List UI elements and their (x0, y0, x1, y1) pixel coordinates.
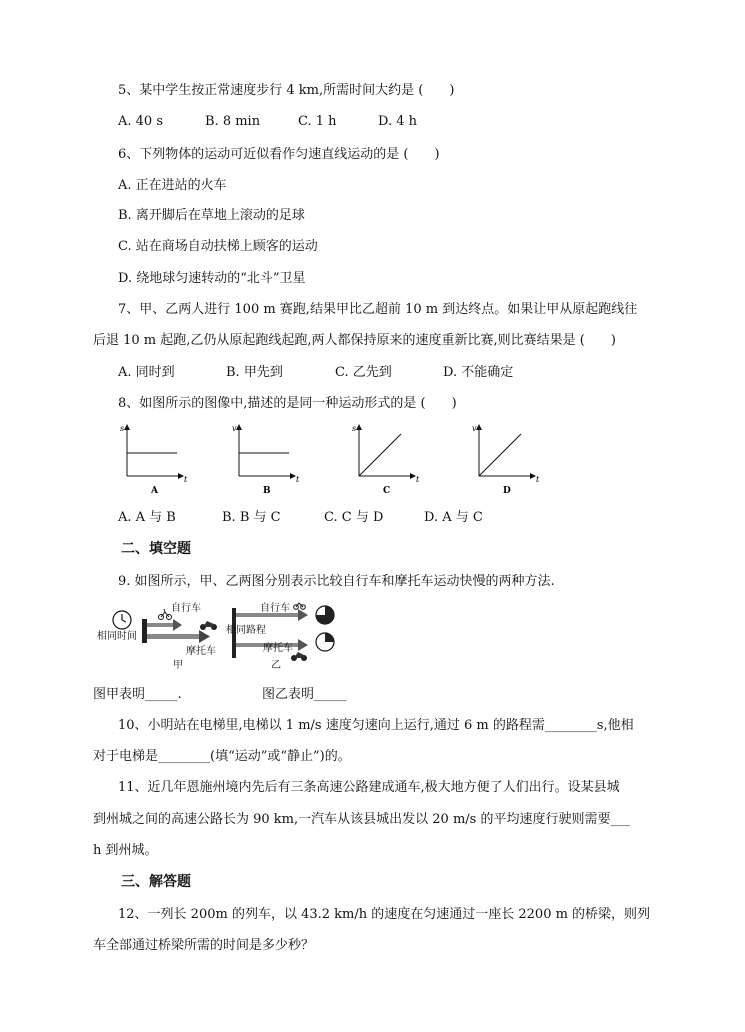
clock-icon (113, 611, 131, 629)
q9-yi-top-label: 自行车 (260, 603, 290, 614)
q9-jia-side-label: 相同时间 (97, 631, 137, 642)
q8-graph-yaxis-label: v (232, 424, 237, 433)
q8-graph-line (479, 434, 521, 476)
q8-graph-label: A (151, 486, 158, 496)
q9-stem: 9. 如图所示，甲、乙两图分别表示比较自行车和摩托车运动快慢的两种方法. (118, 574, 555, 589)
q9-jia-bottom-label: 摩托车 (186, 646, 216, 657)
q7-option-b: B. 甲先到 (226, 365, 283, 380)
q8-graph-c (352, 424, 420, 496)
motorcycle-icon (291, 652, 307, 661)
q5-option-c: C. 1 h (298, 114, 337, 129)
q11-line-3: h 到州城。 (93, 843, 158, 858)
q5-option-d: D. 4 h (378, 114, 417, 129)
q10-line-2: 对于电梯是________(填“运动”或“静止”)的。 (93, 749, 351, 764)
motorcycle-arrow (147, 630, 210, 643)
q8-graph-b (232, 424, 300, 496)
motorcycle-icon (200, 621, 217, 630)
q9-jia-top-label: 自行车 (171, 603, 201, 614)
q10-line-1: 10、小明站在电梯里,电梯以 1 m/s 速度匀速向上运行,通过 6 m 的路程需________s,他相 (118, 718, 634, 733)
q12-line-1: 12、一列长 200m 的列车，以 43.2 km/h 的速度在匀速通过一座长 2200 m 的桥梁，则列 (118, 907, 651, 922)
q12-line-2: 车全部通过桥梁所需的时间是多少秒？ (93, 938, 315, 953)
q5-option-a: A. 40 s (118, 114, 163, 129)
q9-jia-caption: 甲 (173, 660, 183, 671)
bicycle-icon (294, 603, 306, 609)
bicycle-icon (159, 609, 172, 620)
q7-option-c: C. 乙先到 (335, 365, 392, 380)
q8-graph-yaxis-label: s (120, 424, 125, 433)
q8-graph-xaxis-label: t (536, 475, 540, 484)
clock-icon (316, 606, 334, 624)
q5-option-b: B. 8 min (205, 114, 261, 129)
q6-stem: 6、下列物体的运动可近似看作匀速直线运动的是 ( ) (118, 147, 440, 162)
q7-option-d: D. 不能确定 (443, 365, 514, 380)
q8-graph-xaxis-label: t (296, 475, 300, 484)
q8-graph-label: C (383, 486, 391, 496)
q8-stem: 8、如图所示的图像中,描述的是同一种运动形式的是 ( ) (118, 396, 457, 411)
section-2-heading: 二、填空题 (121, 541, 191, 557)
section-3-heading: 三、解答题 (121, 874, 191, 890)
q7-option-a: A. 同时到 (118, 365, 175, 380)
q8-graph-xaxis-label: t (184, 475, 188, 484)
q7-line-1: 7、甲、乙两人进行 100 m 赛跑,结果甲比乙超前 10 m 到达终点。如果让甲从原起跑线往 (118, 302, 638, 317)
q8-graph-yaxis-label: v (472, 424, 477, 433)
q9-yi-caption: 乙 (271, 660, 281, 671)
q8-option-c: C. C 与 D (324, 510, 384, 525)
q7-line-2: 后退 10 m 起跑,乙仍从原起跑线起跑,两人都保持原来的速度重新比赛,则比赛结果是 ( ) (93, 333, 616, 348)
q8-option-d: D. A 与 C (424, 510, 483, 525)
q8-graph-d (472, 424, 540, 496)
q8-graph-a (120, 424, 188, 496)
q8-graph-label: D (503, 486, 511, 496)
q8-graph-yaxis-label: s (352, 424, 357, 433)
q11-line-1: 11、近几年恩施州境内先后有三条高速公路建成通车,极大地方便了人们出行。设某县城 (118, 780, 620, 795)
q8-option-a: A. A 与 B (118, 510, 176, 525)
q6-option-c: C. 站在商场自动扶梯上顾客的运动 (118, 239, 318, 254)
q11-line-2: 到州城之间的高速公路长为 90 km,一汽车从该县城出发以 20 m/s 的平均速度行驶则需要___ (93, 812, 630, 827)
q9-yi-bottom-label: 摩托车 (263, 643, 293, 654)
q8-graph-line (359, 434, 401, 476)
q9-answer-b: 图乙表明_____ (262, 687, 347, 702)
clock-icon (316, 633, 334, 651)
q8-graphs-figure (115, 420, 545, 500)
q8-graph-label: B (263, 486, 271, 496)
bicycle-arrow (147, 619, 182, 631)
q6-option-d: D. 绕地球匀速转动的“北斗”卫星 (118, 271, 306, 286)
q6-option-a: A. 正在进站的火车 (118, 178, 227, 193)
q9-yi-side-label: 相同路程 (226, 625, 266, 636)
q8-option-b: B. B 与 C (222, 510, 281, 525)
q6-option-b: B. 离开脚后在草地上滚动的足球 (118, 208, 305, 223)
q9-answer-a: 图甲表明_____. (93, 687, 182, 702)
q5-stem: 5、某中学生按正常速度步行 4 km,所需时间大约是 ( ) (118, 83, 455, 98)
q8-graph-xaxis-label: t (416, 475, 420, 484)
